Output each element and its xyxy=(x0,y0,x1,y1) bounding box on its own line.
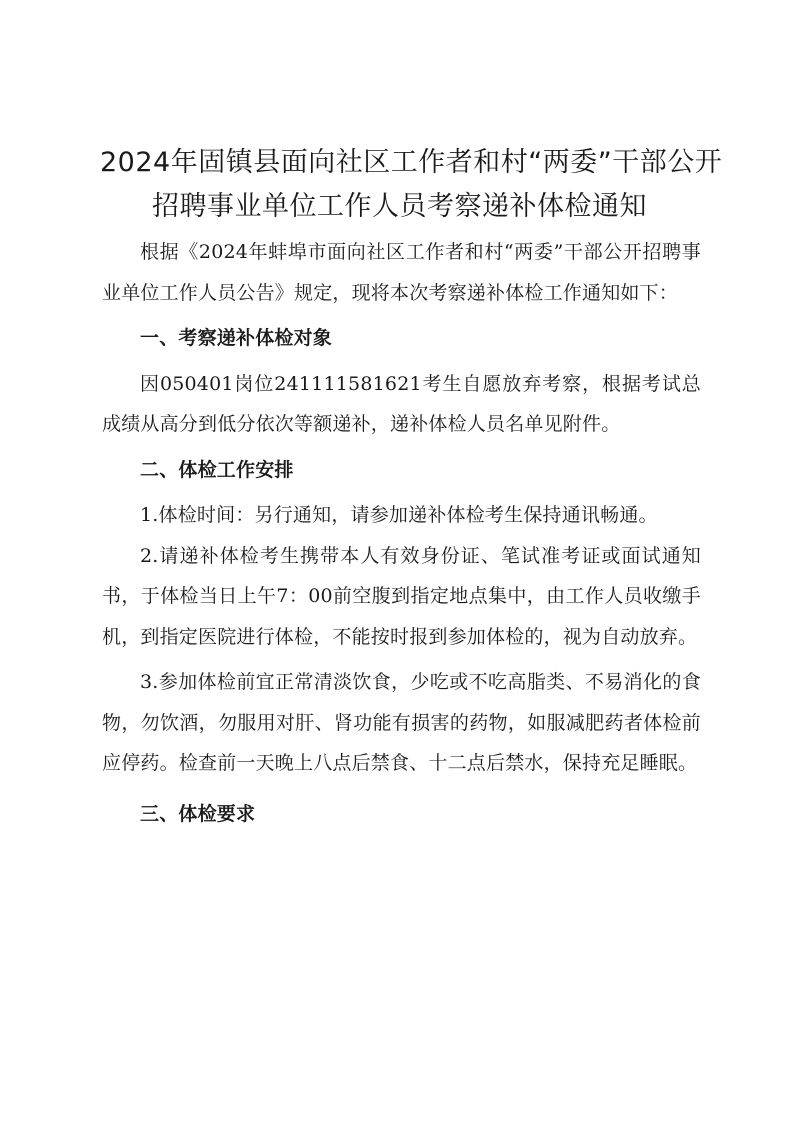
section-heading-3: 三、体检要求 xyxy=(140,802,256,825)
title-line-2: 招聘事业单位工作人员考察递补体检通知 xyxy=(152,191,647,222)
section-heading-1: 一、考察递补体检对象 xyxy=(140,327,333,349)
document-body xyxy=(102,232,701,839)
section-2-paragraph-3: 3.参加体检前宜正常清淡饮食，少吃或不吃高脂类、不易消化的食物，勿饮酒，勿服用对肝、肾功能有损害的药物，如服减肥药者体检前应停药。检查前一天晚上八点后禁食、十二点后禁水，保持充足睡眠。 xyxy=(102,671,701,774)
title-line-1: 2024年固镇县面向社区工作者和村“两委”干部公开 xyxy=(100,147,723,178)
intro-paragraph: 根据《2024年蚌埠市面向社区工作者和村“两委”干部公开招聘事业单位工作人员公告》规定，现将本次考察递补体检工作通知如下： xyxy=(102,241,701,304)
page-title xyxy=(100,141,723,229)
section-2-paragraph-1: 1.体检时间：另行通知，请参加递补体检考生保持通讯畅通。 xyxy=(140,504,658,526)
section-heading-2: 二、体检工作安排 xyxy=(140,458,294,481)
section-2-paragraph-2: 2.请递补体检考生携带本人有效身份证、笔试准考证或面试通知书，于体检当日上午7：00前空腹到指定地点集中，由工作人员收缴手机，到指定医院进行体检，不能按时报到参加体检的，视为自动放弃。 xyxy=(102,544,701,648)
section-1-paragraph-1: 因050401岗位241111581621考生自愿放弃考察，根据考试总成绩从高分到低分依次等额递补，递补体检人员名单见附件。 xyxy=(102,372,701,435)
